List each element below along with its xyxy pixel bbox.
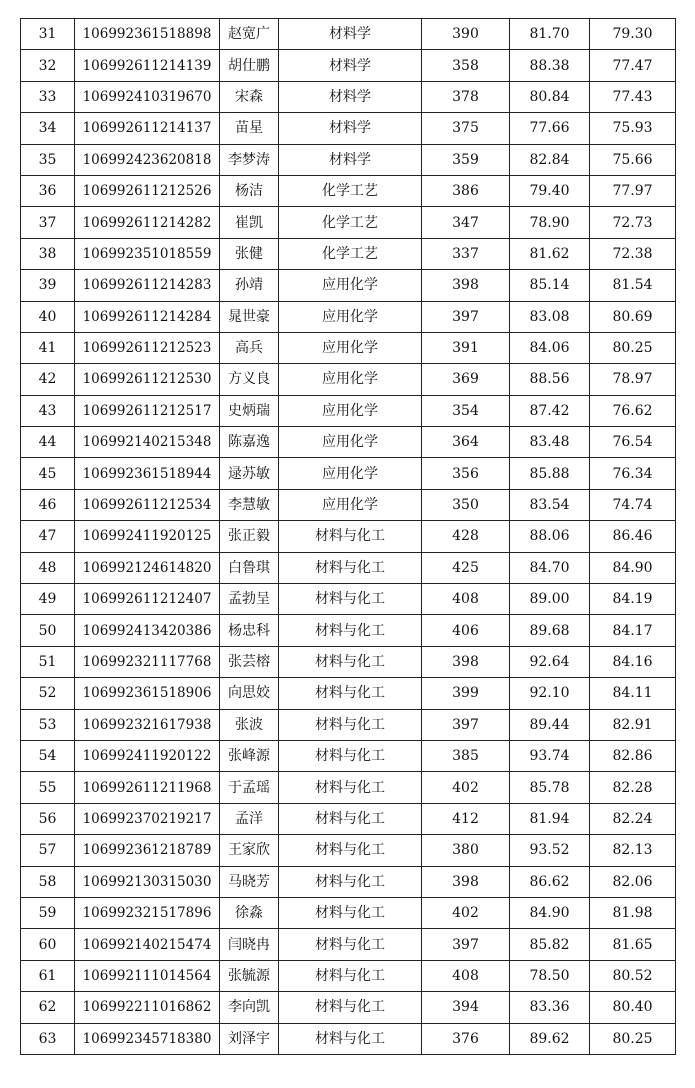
table-body xyxy=(21,19,676,1055)
total-score-cell: 82.24 xyxy=(590,803,676,834)
major-cell: 化学工艺 xyxy=(279,238,422,269)
retest-score-cell: 84.90 xyxy=(510,897,590,928)
initial-score-cell: 408 xyxy=(422,584,510,615)
initial-score-cell: 358 xyxy=(422,50,510,81)
ticket-number-cell: 106992140215474 xyxy=(75,929,220,960)
ticket-number-cell: 106992124614820 xyxy=(75,552,220,583)
row-index-cell: 31 xyxy=(21,19,75,50)
row-index-cell: 45 xyxy=(21,458,75,489)
major-cell: 应用化学 xyxy=(279,489,422,520)
initial-score-cell: 350 xyxy=(422,489,510,520)
name-cell: 陈嘉逸 xyxy=(220,427,279,458)
ticket-number-cell: 106992321517896 xyxy=(75,897,220,928)
initial-score-cell: 386 xyxy=(422,175,510,206)
row-index-cell: 63 xyxy=(21,1023,75,1054)
total-score-cell: 80.25 xyxy=(590,332,676,363)
name-cell: 张峰源 xyxy=(220,740,279,771)
total-score-cell: 76.62 xyxy=(590,395,676,426)
name-cell: 宋森 xyxy=(220,81,279,112)
name-cell: 高兵 xyxy=(220,332,279,363)
table-row xyxy=(21,929,676,960)
table-row xyxy=(21,552,676,583)
row-index-cell: 51 xyxy=(21,646,75,677)
major-cell: 材料与化工 xyxy=(279,646,422,677)
initial-score-cell: 356 xyxy=(422,458,510,489)
ticket-number-cell: 106992611211968 xyxy=(75,772,220,803)
major-cell: 材料与化工 xyxy=(279,772,422,803)
total-score-cell: 77.97 xyxy=(590,175,676,206)
table-row xyxy=(21,772,676,803)
table-row xyxy=(21,332,676,363)
ticket-number-cell: 106992410319670 xyxy=(75,81,220,112)
table-row xyxy=(21,364,676,395)
table-row xyxy=(21,489,676,520)
total-score-cell: 86.46 xyxy=(590,521,676,552)
initial-score-cell: 428 xyxy=(422,521,510,552)
initial-score-cell: 394 xyxy=(422,992,510,1023)
major-cell: 材料与化工 xyxy=(279,803,422,834)
major-cell: 材料与化工 xyxy=(279,521,422,552)
retest-score-cell: 81.94 xyxy=(510,803,590,834)
ticket-number-cell: 106992370219217 xyxy=(75,803,220,834)
name-cell: 孙靖 xyxy=(220,270,279,301)
retest-score-cell: 93.52 xyxy=(510,835,590,866)
retest-score-cell: 80.84 xyxy=(510,81,590,112)
row-index-cell: 41 xyxy=(21,332,75,363)
retest-score-cell: 81.70 xyxy=(510,19,590,50)
table-row xyxy=(21,521,676,552)
major-cell: 材料与化工 xyxy=(279,552,422,583)
table-row xyxy=(21,615,676,646)
row-index-cell: 48 xyxy=(21,552,75,583)
total-score-cell: 84.17 xyxy=(590,615,676,646)
total-score-cell: 84.11 xyxy=(590,678,676,709)
major-cell: 应用化学 xyxy=(279,270,422,301)
table-row xyxy=(21,113,676,144)
ticket-number-cell: 106992321617938 xyxy=(75,709,220,740)
row-index-cell: 57 xyxy=(21,835,75,866)
name-cell: 李向凯 xyxy=(220,992,279,1023)
row-index-cell: 37 xyxy=(21,207,75,238)
major-cell: 材料与化工 xyxy=(279,992,422,1023)
retest-score-cell: 92.10 xyxy=(510,678,590,709)
retest-score-cell: 81.62 xyxy=(510,238,590,269)
ticket-number-cell: 106992423620818 xyxy=(75,144,220,175)
row-index-cell: 59 xyxy=(21,897,75,928)
table-row xyxy=(21,427,676,458)
table-row xyxy=(21,584,676,615)
retest-score-cell: 83.08 xyxy=(510,301,590,332)
table-row xyxy=(21,458,676,489)
retest-score-cell: 88.56 xyxy=(510,364,590,395)
name-cell: 徐淼 xyxy=(220,897,279,928)
name-cell: 张波 xyxy=(220,709,279,740)
initial-score-cell: 398 xyxy=(422,866,510,897)
total-score-cell: 72.73 xyxy=(590,207,676,238)
admission-results-table xyxy=(20,18,676,1055)
retest-score-cell: 78.90 xyxy=(510,207,590,238)
table-row xyxy=(21,19,676,50)
name-cell: 于孟瑶 xyxy=(220,772,279,803)
total-score-cell: 82.13 xyxy=(590,835,676,866)
ticket-number-cell: 106992611214139 xyxy=(75,50,220,81)
name-cell: 方义良 xyxy=(220,364,279,395)
initial-score-cell: 347 xyxy=(422,207,510,238)
ticket-number-cell: 106992361518898 xyxy=(75,19,220,50)
initial-score-cell: 391 xyxy=(422,332,510,363)
row-index-cell: 58 xyxy=(21,866,75,897)
name-cell: 李慧敏 xyxy=(220,489,279,520)
total-score-cell: 77.47 xyxy=(590,50,676,81)
ticket-number-cell: 106992611212407 xyxy=(75,584,220,615)
ticket-number-cell: 106992611214284 xyxy=(75,301,220,332)
major-cell: 材料与化工 xyxy=(279,835,422,866)
name-cell: 王家欣 xyxy=(220,835,279,866)
major-cell: 材料与化工 xyxy=(279,615,422,646)
total-score-cell: 78.97 xyxy=(590,364,676,395)
row-index-cell: 35 xyxy=(21,144,75,175)
name-cell: 杨忠科 xyxy=(220,615,279,646)
name-cell: 张健 xyxy=(220,238,279,269)
initial-score-cell: 354 xyxy=(422,395,510,426)
initial-score-cell: 380 xyxy=(422,835,510,866)
name-cell: 崔凯 xyxy=(220,207,279,238)
retest-score-cell: 79.40 xyxy=(510,175,590,206)
ticket-number-cell: 106992321117768 xyxy=(75,646,220,677)
ticket-number-cell: 106992130315030 xyxy=(75,866,220,897)
row-index-cell: 54 xyxy=(21,740,75,771)
table-row xyxy=(21,992,676,1023)
row-index-cell: 44 xyxy=(21,427,75,458)
table-row xyxy=(21,238,676,269)
ticket-number-cell: 106992351018559 xyxy=(75,238,220,269)
row-index-cell: 47 xyxy=(21,521,75,552)
initial-score-cell: 398 xyxy=(422,646,510,677)
total-score-cell: 84.16 xyxy=(590,646,676,677)
initial-score-cell: 425 xyxy=(422,552,510,583)
table-row xyxy=(21,709,676,740)
row-index-cell: 56 xyxy=(21,803,75,834)
row-index-cell: 60 xyxy=(21,929,75,960)
row-index-cell: 62 xyxy=(21,992,75,1023)
retest-score-cell: 84.06 xyxy=(510,332,590,363)
total-score-cell: 79.30 xyxy=(590,19,676,50)
row-index-cell: 34 xyxy=(21,113,75,144)
table-row xyxy=(21,207,676,238)
ticket-number-cell: 106992361218789 xyxy=(75,835,220,866)
total-score-cell: 82.91 xyxy=(590,709,676,740)
ticket-number-cell: 106992140215348 xyxy=(75,427,220,458)
row-index-cell: 50 xyxy=(21,615,75,646)
table-row xyxy=(21,395,676,426)
major-cell: 应用化学 xyxy=(279,395,422,426)
total-score-cell: 72.38 xyxy=(590,238,676,269)
major-cell: 应用化学 xyxy=(279,458,422,489)
initial-score-cell: 412 xyxy=(422,803,510,834)
retest-score-cell: 85.82 xyxy=(510,929,590,960)
row-index-cell: 43 xyxy=(21,395,75,426)
table-row xyxy=(21,646,676,677)
retest-score-cell: 83.48 xyxy=(510,427,590,458)
total-score-cell: 82.28 xyxy=(590,772,676,803)
ticket-number-cell: 106992611214283 xyxy=(75,270,220,301)
initial-score-cell: 397 xyxy=(422,709,510,740)
row-index-cell: 49 xyxy=(21,584,75,615)
name-cell: 张芸榕 xyxy=(220,646,279,677)
major-cell: 材料与化工 xyxy=(279,897,422,928)
initial-score-cell: 369 xyxy=(422,364,510,395)
total-score-cell: 81.65 xyxy=(590,929,676,960)
ticket-number-cell: 106992111014564 xyxy=(75,960,220,991)
retest-score-cell: 83.54 xyxy=(510,489,590,520)
retest-score-cell: 88.38 xyxy=(510,50,590,81)
row-index-cell: 55 xyxy=(21,772,75,803)
major-cell: 材料学 xyxy=(279,19,422,50)
name-cell: 晁世豪 xyxy=(220,301,279,332)
table-row xyxy=(21,175,676,206)
total-score-cell: 81.98 xyxy=(590,897,676,928)
table-row xyxy=(21,270,676,301)
results-sheet xyxy=(20,18,676,1055)
total-score-cell: 75.93 xyxy=(590,113,676,144)
major-cell: 应用化学 xyxy=(279,364,422,395)
ticket-number-cell: 106992211016862 xyxy=(75,992,220,1023)
table-row xyxy=(21,301,676,332)
row-index-cell: 32 xyxy=(21,50,75,81)
table-row xyxy=(21,81,676,112)
ticket-number-cell: 106992361518906 xyxy=(75,678,220,709)
ticket-number-cell: 106992611212517 xyxy=(75,395,220,426)
ticket-number-cell: 106992413420386 xyxy=(75,615,220,646)
name-cell: 苗星 xyxy=(220,113,279,144)
initial-score-cell: 378 xyxy=(422,81,510,112)
name-cell: 张毓源 xyxy=(220,960,279,991)
row-index-cell: 38 xyxy=(21,238,75,269)
retest-score-cell: 87.42 xyxy=(510,395,590,426)
table-row xyxy=(21,144,676,175)
ticket-number-cell: 106992611212526 xyxy=(75,175,220,206)
ticket-number-cell: 106992611214137 xyxy=(75,113,220,144)
retest-score-cell: 89.68 xyxy=(510,615,590,646)
initial-score-cell: 406 xyxy=(422,615,510,646)
ticket-number-cell: 106992361518944 xyxy=(75,458,220,489)
name-cell: 刘泽宇 xyxy=(220,1023,279,1054)
row-index-cell: 40 xyxy=(21,301,75,332)
major-cell: 材料与化工 xyxy=(279,709,422,740)
retest-score-cell: 92.64 xyxy=(510,646,590,677)
row-index-cell: 46 xyxy=(21,489,75,520)
major-cell: 材料与化工 xyxy=(279,960,422,991)
row-index-cell: 53 xyxy=(21,709,75,740)
total-score-cell: 76.54 xyxy=(590,427,676,458)
ticket-number-cell: 106992611212534 xyxy=(75,489,220,520)
initial-score-cell: 375 xyxy=(422,113,510,144)
name-cell: 向思姣 xyxy=(220,678,279,709)
total-score-cell: 80.25 xyxy=(590,1023,676,1054)
initial-score-cell: 390 xyxy=(422,19,510,50)
table-row xyxy=(21,960,676,991)
major-cell: 材料与化工 xyxy=(279,740,422,771)
row-index-cell: 33 xyxy=(21,81,75,112)
name-cell: 杨洁 xyxy=(220,175,279,206)
major-cell: 化学工艺 xyxy=(279,175,422,206)
initial-score-cell: 376 xyxy=(422,1023,510,1054)
total-score-cell: 80.69 xyxy=(590,301,676,332)
name-cell: 胡仕鹏 xyxy=(220,50,279,81)
initial-score-cell: 359 xyxy=(422,144,510,175)
initial-score-cell: 402 xyxy=(422,897,510,928)
table-row xyxy=(21,897,676,928)
name-cell: 孟勃呈 xyxy=(220,584,279,615)
table-row xyxy=(21,50,676,81)
table-row xyxy=(21,678,676,709)
initial-score-cell: 408 xyxy=(422,960,510,991)
total-score-cell: 75.66 xyxy=(590,144,676,175)
row-index-cell: 52 xyxy=(21,678,75,709)
retest-score-cell: 84.70 xyxy=(510,552,590,583)
ticket-number-cell: 106992611212530 xyxy=(75,364,220,395)
total-score-cell: 80.52 xyxy=(590,960,676,991)
major-cell: 材料学 xyxy=(279,50,422,81)
name-cell: 闫晓冉 xyxy=(220,929,279,960)
total-score-cell: 81.54 xyxy=(590,270,676,301)
total-score-cell: 84.19 xyxy=(590,584,676,615)
retest-score-cell: 85.88 xyxy=(510,458,590,489)
total-score-cell: 77.43 xyxy=(590,81,676,112)
ticket-number-cell: 106992611214282 xyxy=(75,207,220,238)
initial-score-cell: 364 xyxy=(422,427,510,458)
total-score-cell: 74.74 xyxy=(590,489,676,520)
retest-score-cell: 85.14 xyxy=(510,270,590,301)
retest-score-cell: 89.62 xyxy=(510,1023,590,1054)
retest-score-cell: 83.36 xyxy=(510,992,590,1023)
retest-score-cell: 93.74 xyxy=(510,740,590,771)
name-cell: 张正毅 xyxy=(220,521,279,552)
total-score-cell: 82.86 xyxy=(590,740,676,771)
ticket-number-cell: 106992345718380 xyxy=(75,1023,220,1054)
retest-score-cell: 82.84 xyxy=(510,144,590,175)
retest-score-cell: 89.44 xyxy=(510,709,590,740)
name-cell: 史炳瑞 xyxy=(220,395,279,426)
name-cell: 白鲁琪 xyxy=(220,552,279,583)
initial-score-cell: 398 xyxy=(422,270,510,301)
retest-score-cell: 85.78 xyxy=(510,772,590,803)
initial-score-cell: 397 xyxy=(422,301,510,332)
total-score-cell: 76.34 xyxy=(590,458,676,489)
ticket-number-cell: 106992611212523 xyxy=(75,332,220,363)
row-index-cell: 61 xyxy=(21,960,75,991)
initial-score-cell: 402 xyxy=(422,772,510,803)
major-cell: 材料与化工 xyxy=(279,584,422,615)
row-index-cell: 36 xyxy=(21,175,75,206)
table-row xyxy=(21,866,676,897)
name-cell: 马晓芳 xyxy=(220,866,279,897)
major-cell: 材料与化工 xyxy=(279,866,422,897)
name-cell: 赵宽广 xyxy=(220,19,279,50)
table-row xyxy=(21,1023,676,1054)
row-index-cell: 39 xyxy=(21,270,75,301)
initial-score-cell: 399 xyxy=(422,678,510,709)
table-row xyxy=(21,835,676,866)
retest-score-cell: 88.06 xyxy=(510,521,590,552)
major-cell: 材料学 xyxy=(279,81,422,112)
ticket-number-cell: 106992411920125 xyxy=(75,521,220,552)
initial-score-cell: 337 xyxy=(422,238,510,269)
name-cell: 李梦涛 xyxy=(220,144,279,175)
name-cell: 孟洋 xyxy=(220,803,279,834)
major-cell: 化学工艺 xyxy=(279,207,422,238)
total-score-cell: 80.40 xyxy=(590,992,676,1023)
name-cell: 逯苏敏 xyxy=(220,458,279,489)
retest-score-cell: 89.00 xyxy=(510,584,590,615)
total-score-cell: 82.06 xyxy=(590,866,676,897)
retest-score-cell: 77.66 xyxy=(510,113,590,144)
table-row xyxy=(21,803,676,834)
major-cell: 材料与化工 xyxy=(279,929,422,960)
row-index-cell: 42 xyxy=(21,364,75,395)
initial-score-cell: 397 xyxy=(422,929,510,960)
initial-score-cell: 385 xyxy=(422,740,510,771)
total-score-cell: 84.90 xyxy=(590,552,676,583)
major-cell: 应用化学 xyxy=(279,301,422,332)
table-row xyxy=(21,740,676,771)
major-cell: 应用化学 xyxy=(279,332,422,363)
retest-score-cell: 86.62 xyxy=(510,866,590,897)
major-cell: 材料与化工 xyxy=(279,1023,422,1054)
major-cell: 材料与化工 xyxy=(279,678,422,709)
major-cell: 应用化学 xyxy=(279,427,422,458)
retest-score-cell: 78.50 xyxy=(510,960,590,991)
major-cell: 材料学 xyxy=(279,113,422,144)
major-cell: 材料学 xyxy=(279,144,422,175)
ticket-number-cell: 106992411920122 xyxy=(75,740,220,771)
